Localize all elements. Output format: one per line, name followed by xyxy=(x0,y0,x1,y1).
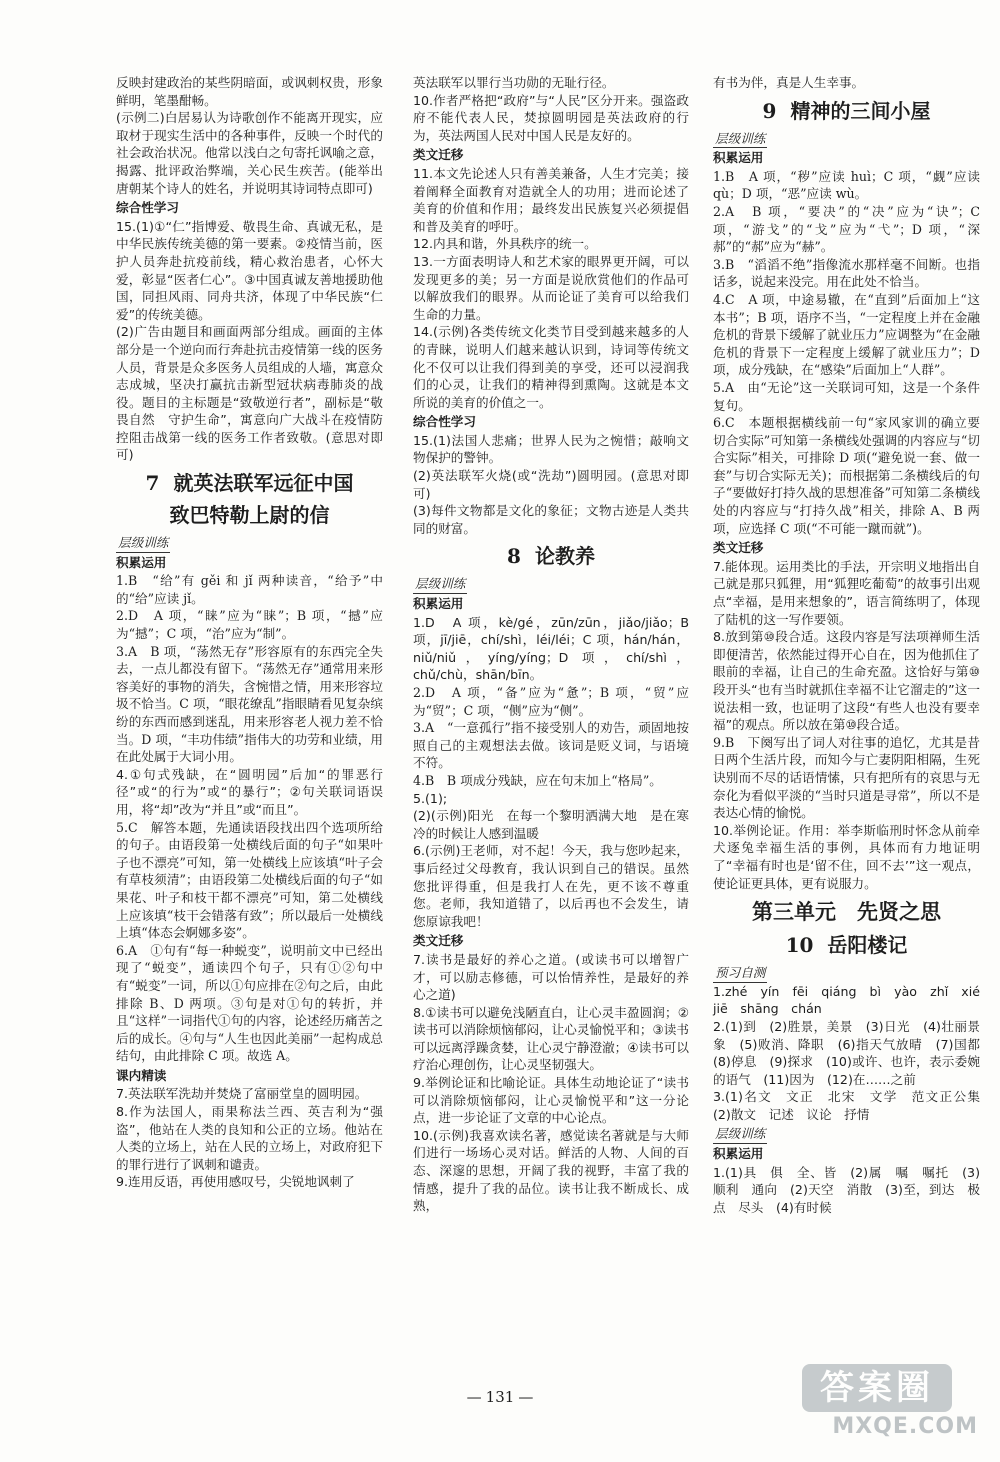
answer-explanation: 6.C 本题根据横线前一句“家风家训的确立要切合实际”可知第一条横线处强调的内容应与“切合实际”相关，可排除 D 项(“避免说一套、做一套”与切合实际无关)；而根据第二条横线后的句子“要做好打持久战的思想准备”可知第二条横线处的内容应与“打持久战”相关，排除 A、B 两项，应选择 C 项(“不可能一蹴而就”)。 xyxy=(713,415,980,536)
answer-paragraph: 4.①句式残缺，在“圆明园”后加“的罪恶行径”或“的行为”或“的暴行”；②句关联词语误用，将“却”改为“并且”或“而且”。 xyxy=(116,766,383,817)
subsection-heading: 积累运用 xyxy=(413,596,464,612)
subsection-heading: 积累运用 xyxy=(713,150,764,166)
answer-paragraph: 12.内具和谐，外具秩序的统一。 xyxy=(413,236,597,252)
answer-paragraph: 8.作为法国人，雨果称法兰西、英吉利为“强盗”，他站在人类的良知和公正的立场。他站在人类的立场上，站在人民的立场上，对政府犯下的罪行进行了讽刺和谴责。 xyxy=(116,1104,383,1172)
answer-paragraph: 15.(1)法国人悲痛；世界人民为之惋惜；敲响文物保护的警钟。 xyxy=(413,432,689,466)
lesson-title-text: 岳阳楼记 xyxy=(827,933,908,958)
column-middle xyxy=(413,74,689,1215)
column-right xyxy=(713,74,993,1216)
column-left xyxy=(116,74,383,1191)
watermark-url: MXQE.COM xyxy=(832,1414,978,1439)
answer-paragraph: 10.作者严格把“政府”与“人民”区分开来。强盗政府不能代表人民，焚掠圆明园是英法政府的行为，英法两国人民对中国人民是友好的。 xyxy=(413,92,689,143)
answer-explanation: 3.A B 项，“荡然无存”形容原有的东西完全失去，一点儿都没有留下。“荡然无存”通常用来形容美好的事物的消失，含惋惜之情，用来形容垃圾不恰当。C 项，“眼花缭乱”指眼睛看见复杂缤纷的东西而感到迷乱，用来形容老人视力差不恰当。D 项，“丰功伟绩”指伟大的功劳和业绩，用在此处属于大词小用。 xyxy=(116,643,383,765)
lesson-title xyxy=(116,502,383,528)
answer-paragraph: (示例二)白居易认为诗歌创作不能离开现实，应取材于现实生活中的各种事件，反映一个时代的社会政治状况。他常以浅白之句寄托讽喻之意，揭露、批评政治弊端，关心民生疾苦。(能举出唐朝某个诗人的姓名，并说明其诗词特点即可) xyxy=(116,110,383,196)
section-heading: 类文迁移 xyxy=(713,540,764,556)
level-tag-row xyxy=(713,962,980,983)
answer-explanation: 3.A “一意孤行”指不接受别人的劝告，顽固地按照自己的主观想法去做。该词是贬义词，与语境不符。 xyxy=(413,720,689,771)
lesson-title xyxy=(116,470,383,496)
answer-paragraph: 7.英法联军洗劫并焚烧了富丽堂皇的圆明园。 xyxy=(116,1086,368,1102)
answer-paragraph: 10.举例论证。作用：举李斯临刑时怀念从前牵犬逐兔幸福生活的事例，具体而有力地证明了“幸福有时也是‘留不住，回不去’”这一观点，使论证更具体，更有说服力。 xyxy=(713,822,980,891)
answer-paragraph: 8.放到第⑩段合适。这段内容是写法项禅师生活即便清苦，依然能过得开心自在，因为他抓住了眼前的幸福，让自己的生命充盈。这恰好与第⑩段开头“也有当时就抓住幸福不让它溜走的”这一说法相一致，也证明了这段“有些人也没有要幸福”的观点。所以放在第⑩段合适。 xyxy=(713,629,980,733)
page-dash-left: — xyxy=(466,1388,482,1406)
lesson-title xyxy=(713,932,980,958)
lesson-title-text: 致巴特勒上尉的信 xyxy=(169,503,330,528)
answer-paragraph: (2)广告由题目和画面两部分组成。画面的主体部分是一个逆向而行奔赴抗击疫情第一线的医务人员，背景是众多医务人员组成的人墙，寓意众志成城，坚决打赢抗击新型冠状病毒肺炎的战役。题目的主标题是“致敬逆行者”，副标是“敬畏自然 守护生命”，寓意向广大战斗在疫情防控阻击战第一线的医务工作者致敬。(意思对即可) xyxy=(116,324,383,463)
lesson-number: 10 xyxy=(785,933,814,958)
lesson-title-text: 论教养 xyxy=(534,544,595,569)
answer-explanation: 2.A B 项，“要决”的“决”应为“诀”；C 项，“游戈”的“戈”应为“弋”；D 项，“深郝”的“郝”应为“赫”。 xyxy=(713,203,980,255)
answer-paragraph: 1.(1)具 俱 全、皆 (2)属 嘱 嘱托 (3)顺利 通向 (2)天空 消散 (3)至，到达 极点 尽头 (4)有时候 xyxy=(713,1164,980,1215)
answer-paragraph: 5.(1); xyxy=(413,790,448,806)
answer-explanation: 1.B “给”有 gěi 和 jǐ 两种读音，“给予”中的“给”应读 jǐ。 xyxy=(116,573,383,606)
answer-explanation: 1.B A 项，“秽”应读 huì；C 项，“觑”应读 qù；D 项，“恶”应读 wù。 xyxy=(713,168,980,202)
lesson-title-text: 精神的三间小屋 xyxy=(790,98,931,123)
answer-explanation: 3.B “滔滔不绝”指像流水那样毫不间断。也指话多，说起来没完。用在此处不恰当。 xyxy=(713,256,980,290)
answer-paragraph: 10.(示例)我喜欢读名著，感觉读名著就是与大师们进行一场场心灵对话。鲜活的人物、人间的百态、深邃的思想，开阔了我的视野，丰富了我的情感，提升了我的品位。读书让我不断成长、成熟， xyxy=(413,1127,689,1214)
page-dash-right: — xyxy=(518,1388,534,1406)
lesson-number: 8 xyxy=(507,544,521,569)
level-tag-row xyxy=(713,128,980,149)
level-tag: 层级训练 xyxy=(713,130,767,149)
answer-paragraph: 8.①读书可以避免浅陋直白，让心灵丰盈圆润；②读书可以消除烦恼郁闷，让心灵愉悦平和；③读书可以远离浮躁贪婪，让心灵宁静澄澈；④读书可以疗治心理创伤，让心灵坚韧强大。 xyxy=(413,1004,689,1073)
answer-paragraph: 有书为伴，真是人生幸事。 xyxy=(713,75,865,90)
section-heading: 类文迁移 xyxy=(413,147,464,163)
answer-explanation: 2.D A 项，“睐”应为“睐”；B 项，“撼”应为“撼”；C 项，“治”应为“制”。 xyxy=(116,608,383,642)
level-tag-row xyxy=(713,1123,980,1144)
answer-paragraph: 7.读书是最好的养心之道。(或读书可以增智广才，可以励志修德，可以怡情养性，是最好的养心之道) xyxy=(413,951,689,1003)
answer-paragraph: 英法联军以罪行当功勋的无耻行径。 xyxy=(413,75,615,90)
subsection-heading: 积累运用 xyxy=(116,554,167,570)
unit-heading: 第三单元 先贤之思 xyxy=(752,899,941,925)
answer-explanation: 9.B 下阕写出了词人对往事的追忆，尤其是昔日两个生活片段，而知今与亡妻阴阳相隔，生死诀别而不尽的话语情愫，只有把所有的哀思与无奈化为看似平淡的“当时只道是寻常”，所以不是表达心情的愉悦。 xyxy=(713,734,980,821)
subsection-heading: 积累运用 xyxy=(713,1146,764,1162)
answer-paragraph: (2)(示例)阳光 在每一个黎明洒满大地 是在寒冷的时候让人感到温暖 xyxy=(413,808,689,841)
level-tag: 层级训练 xyxy=(413,575,467,594)
answer-paragraph: (2)英法联军火烧(或“洗劫”)圆明园。(意思对即可) xyxy=(413,468,689,501)
page-number-value: 131 xyxy=(485,1388,515,1406)
section-heading: 课内精读 xyxy=(116,1067,167,1083)
answer-paragraph: 3.(1)名文 文正 北宋 文学 范文正公集 (2)散文 记述 议论 抒情 xyxy=(713,1089,993,1122)
answer-paragraph: 14.(示例)各类传统文化类节目受到越来越多的人的青睐，说明人们越来越认识到，诗词等传统文化不仅可以让我们得到美的享受，还可以浸润我们的心灵，让我们的精神得到熏陶。这就是本文所说的美育的价值之一。 xyxy=(413,324,689,410)
section-heading: 综合性学习 xyxy=(413,414,476,430)
lesson-title-text: 就英法联军远征中国 xyxy=(173,471,354,496)
watermark-logo-text: 答案圈 xyxy=(802,1364,952,1412)
answer-explanation: 6.A ①句有“每一种蜕变”，说明前文中已经出现了“蜕变”，通读四个句子，只有①②句中有“蜕变”一词，所以①句应排在②句之后，由此排除 B、D 两项。③句是对①句的转折，并且“这样”一词指代①句的内容，论述经历痛苦之后的成长。④句与“人生也因此美丽”一起构成总结句，由此排除 C 项。故选 A。 xyxy=(116,942,383,1064)
answer-paragraph: 1.D A 项，kè/gé，zūn/zūn，jiǎo/jiǎo；B 项，jī/jiē，chí/shì，léi/léi；C 项，hán/hán，niǔ/niǔ，yíng/yíng；D 项，chí/shì，chǔ/chù，shān/bīn。 xyxy=(413,614,689,683)
answer-explanation: 2.D A 项，“备”应为“惫”；B 项，“贸”应为“贸”；C 项，“侧”应为“侧”。 xyxy=(413,685,689,718)
level-tag: 层级训练 xyxy=(116,534,170,553)
watermark-logo xyxy=(796,1364,986,1444)
answer-paragraph: 2.(1)到 (2)胜景，美景 (3)日光 (4)壮丽景象 (5)败消、降职 (6)指天气放晴 (7)国都 (8)停息 (9)探求 (10)或许、也许，表示委婉的语气 (11)因为 (12)在……之前 xyxy=(713,1018,993,1087)
answer-explanation: 5.A 由“无论”这一关联词可知，这是一个条件复句。 xyxy=(713,379,980,413)
lesson-number: 7 xyxy=(145,471,160,496)
level-tag-row xyxy=(116,532,383,553)
section-heading: 综合性学习 xyxy=(116,200,179,216)
level-tag: 层级训练 xyxy=(713,1125,767,1144)
answer-explanation: 4.B B 项成分残缺，应在句末加上“格局”。 xyxy=(413,772,662,788)
answer-explanation: 4.C A 项，中途易辙，在“直到”后面加上“这本书”；B 项，语序不当，“一定程度上并在金融危机的背景下缓解了就业压力”应调整为“在金融危机的背景下一定程度上缓解了就业压力”；D 项，成分残缺，在“感染”后面加上“人群”。 xyxy=(713,291,980,378)
answer-explanation: 5.C 解答本题，先通读语段找出四个选项所给的句子。由语段第一处横线后面的句子“如果叶子也不漂亮”可知，第一处横线上应该填“叶子会有草枝须清”；由语段第二处横线后面的句子“如果花、叶子和枝干都不漂亮”可知，第二处横线上应该填“枝干会错落有致”；所以最后一处横线上填“体态会婀娜多姿”。 xyxy=(116,819,383,941)
answer-paragraph: 1.zhé yín fēi qiáng bì yào zhǐ xié jiē shāng chán xyxy=(713,983,993,1017)
answer-paragraph: (3)每件文物都是文化的象征；文物古迹是人类共同的财富。 xyxy=(413,503,689,536)
lesson-title xyxy=(413,543,689,569)
answer-paragraph: 7.能体现。运用类比的手法，开宗明义地指出自己就是那只狐狸，用“狐狸吃葡萄”的故事引出观点“幸福，是用来想象的”，语言简练明了，体现了陆机的这一写作要领。 xyxy=(713,558,980,627)
answer-paragraph: 9.举例论证和比喻论证。具体生动地论证了“读书可以消除烦恼郁闷，让心灵愉悦平和”这一分论点，进一步论证了文章的中心论点。 xyxy=(413,1075,689,1126)
level-tag: 预习自测 xyxy=(713,964,767,983)
answer-paragraph: 11.本文先论述人只有善美兼备，人生才完美；接着阐释全面教育对造就全人的功用；进而论述了美育的价值和作用；最终发出民族复兴必须提倡和普及美育的呼吁。 xyxy=(413,165,689,234)
answer-paragraph: 9.连用反语，再使用感叹号，尖锐地讽刺了 xyxy=(116,1174,355,1190)
level-tag-row xyxy=(413,573,689,594)
answer-paragraph: 6.(示例)王老师，对不起！今天，我与您吵起来，事后经过父母教育，我认识到自己的错误。虽然您批评得重，但是我打人在先，更不该不尊重您。老师，我知道错了，以后再也不会发生，请您原谅我吧！ xyxy=(413,843,689,929)
answer-paragraph: 反映封建政治的某些阴暗面，或讽刺权贵，形象鲜明，笔墨酣畅。 xyxy=(116,75,383,108)
lesson-title xyxy=(713,98,980,124)
answer-paragraph: 15.(1)①“仁”指博爱、敬畏生命、真诚无私，是中华民族传统美德的第一要素。②疫情当前，医护人员奔赴抗疫前线，精心救治患者，心怀大爱，彰显“医者仁心”。③中国真诚友善地援助他国，同担风雨、同舟共济，体现了中华民族“仁爱”的传统美德。 xyxy=(116,218,383,322)
answer-paragraph: 13.一方面表明诗人和艺术家的眼界更开阔，可以发现更多的美；另一方面是说欣赏他们的作品可以解放我们的眼界。从而论证了美育可以给我们生命的力量。 xyxy=(413,253,689,322)
lesson-number: 9 xyxy=(762,98,777,123)
section-heading: 类文迁移 xyxy=(413,933,464,949)
